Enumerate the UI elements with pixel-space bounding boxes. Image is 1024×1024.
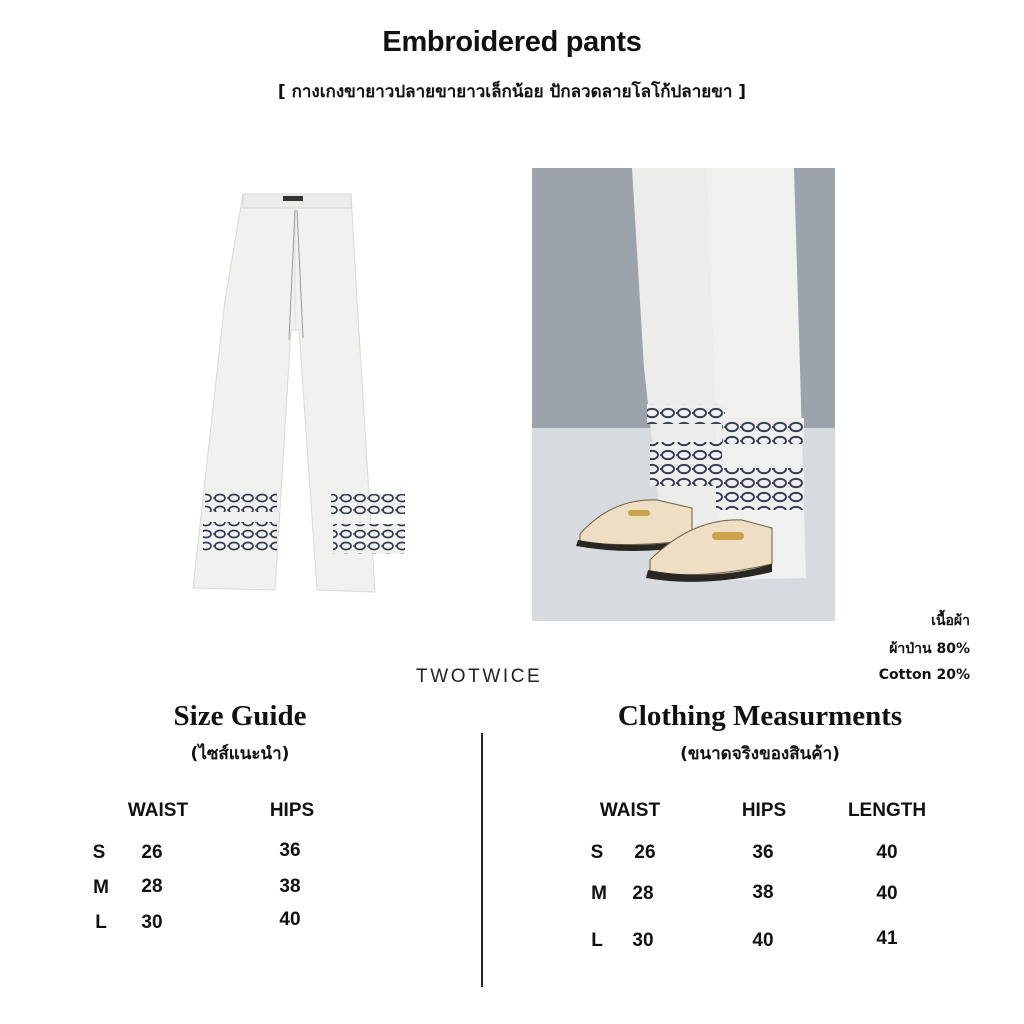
- size-guide-title: Size Guide: [173, 700, 307, 732]
- clothing-row-label: S: [590, 842, 604, 863]
- page-subtitle: [ กางเกงขายาวปลายขายาวเล็กน้อย ปักลวดลายโลโก้ปลายขา ]: [277, 82, 747, 102]
- fabric-composition-1: ผ้าป่าน 80%: [889, 641, 970, 657]
- clothing-cell: 28: [632, 883, 654, 904]
- column-divider: [481, 733, 483, 987]
- page-title: Embroidered pants: [382, 26, 642, 58]
- size-guide-cell: 36: [279, 840, 301, 861]
- fabric-heading: เนื้อผ้า: [931, 613, 970, 629]
- clothing-measurements-subtitle: (ขนาดจริงของสินค้า): [680, 744, 840, 764]
- clothing-measurements-title: Clothing Measurments: [617, 700, 903, 732]
- clothing-cell: 40: [876, 842, 898, 863]
- size-guide-row-label: S: [92, 842, 106, 863]
- size-guide-row-label: L: [95, 912, 107, 933]
- clothing-row-label: L: [591, 930, 603, 951]
- size-guide-cell: 30: [141, 912, 163, 933]
- clothing-col-hips: HIPS: [741, 800, 787, 821]
- model-photo: [532, 168, 835, 621]
- clothing-cell: 26: [634, 842, 656, 863]
- clothing-cell: 40: [876, 883, 898, 904]
- size-guide-row-label: M: [93, 877, 109, 898]
- clothing-cell: 30: [632, 930, 654, 951]
- clothing-cell: 40: [752, 930, 774, 951]
- product-flat-photo: [185, 180, 405, 600]
- size-guide-cell: 28: [141, 876, 163, 897]
- clothing-cell: 41: [876, 928, 898, 949]
- clothing-col-length: LENGTH: [847, 800, 927, 821]
- clothing-cell: 36: [752, 842, 774, 863]
- clothing-cell: 38: [752, 882, 774, 903]
- fabric-composition-2: Cotton 20%: [878, 667, 970, 683]
- size-guide-cell: 38: [279, 876, 301, 897]
- size-guide-cell: 40: [279, 909, 301, 930]
- clothing-col-waist: WAIST: [599, 800, 661, 821]
- size-guide-col-hips: HIPS: [269, 800, 315, 821]
- size-guide-subtitle: (ไซส์แนะนำ): [190, 744, 290, 764]
- clothing-row-label: M: [591, 883, 607, 904]
- size-guide-cell: 26: [141, 842, 163, 863]
- brand-name: TWOTWICE: [416, 666, 543, 687]
- size-guide-col-waist: WAIST: [127, 800, 189, 821]
